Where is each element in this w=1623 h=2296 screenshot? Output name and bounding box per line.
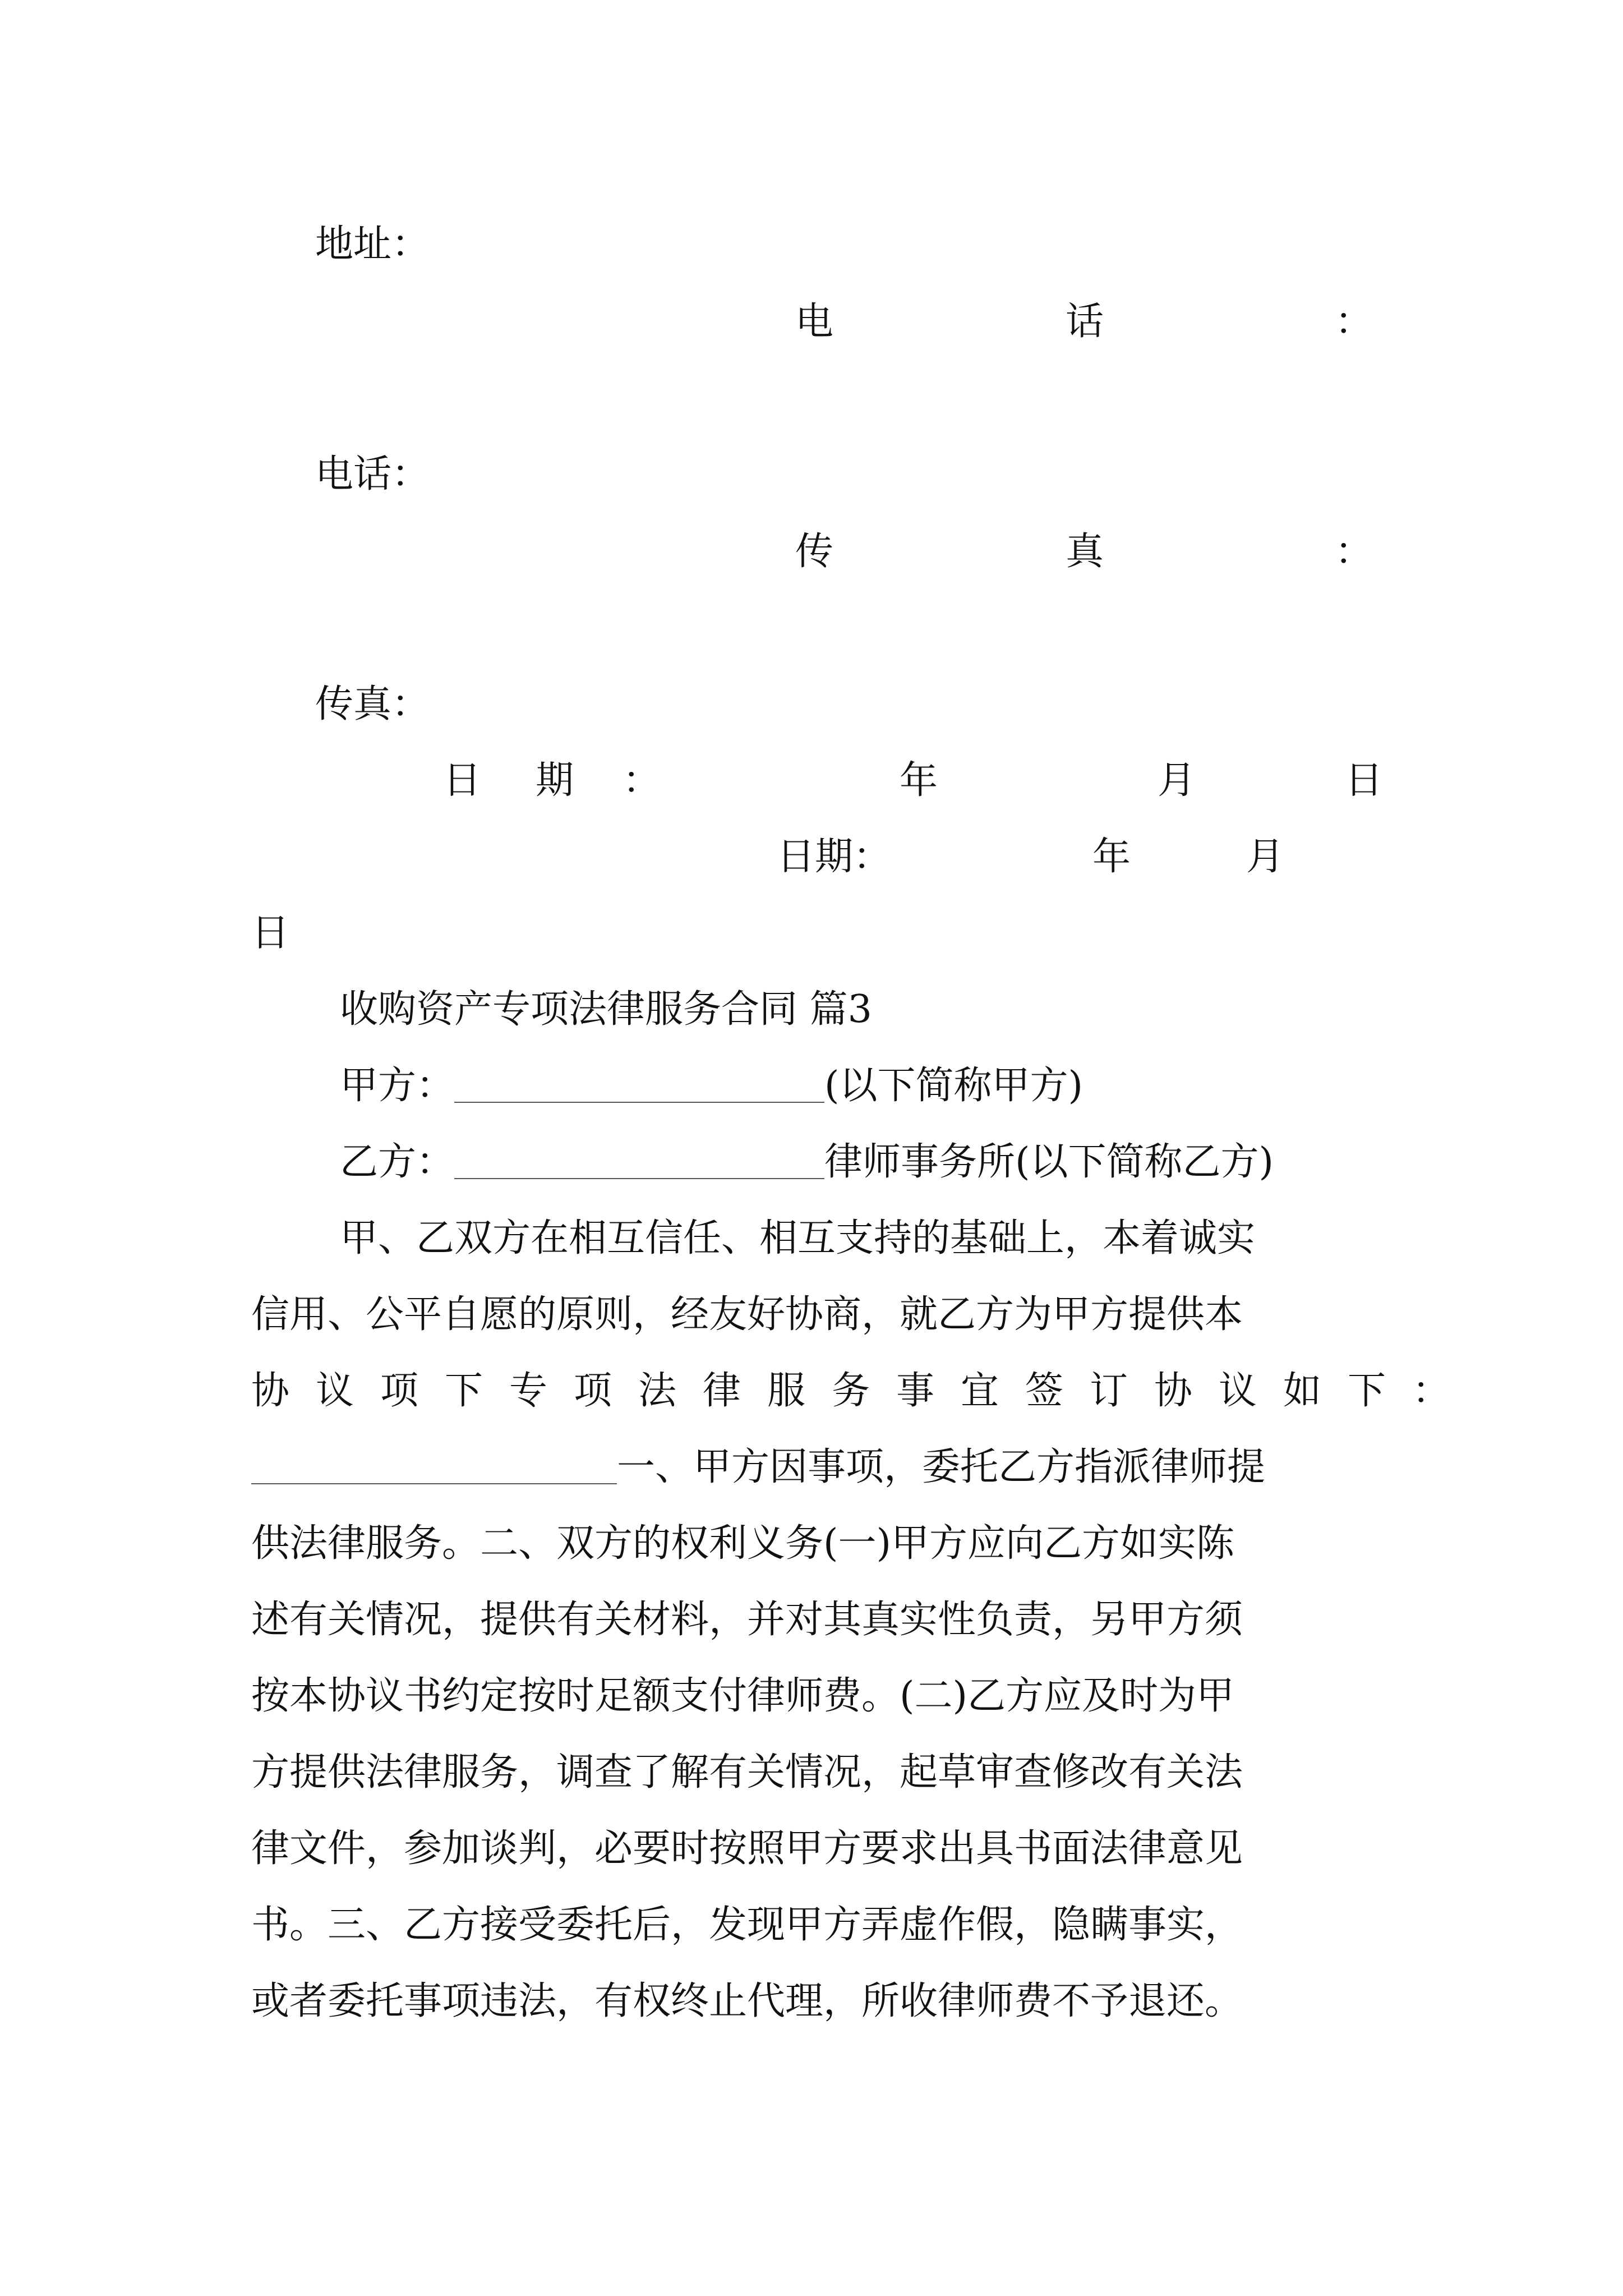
body-line-8: 方提供法律服务，调查了解有关情况，起草审查修改有关法 — [251, 1750, 1243, 1795]
party-b-suffix: 律师事务所(以下简称乙方) — [824, 1140, 1274, 1184]
contract-title: 收购资产专项法律服务合同 篇3 — [340, 987, 872, 1032]
date-right-year: 年 — [1092, 835, 1131, 879]
body-line-10: 书。三、乙方接受委托后，发现甲方弄虚作假，隐瞒事实， — [251, 1903, 1243, 1947]
party-a-label: 甲方： — [340, 1064, 455, 1108]
date-right-day: 日 — [251, 911, 290, 955]
body-line-1: 甲、乙双方在相互信任、相互支持的基础上，本着诚实 — [340, 1216, 1256, 1260]
body-line-4-text: 一、甲方因事项，委托乙方指派律师提 — [617, 1445, 1266, 1489]
date-left-month: 月 — [1158, 758, 1196, 803]
date-left-ri: 日 — [443, 758, 482, 803]
party-a-blank — [454, 1101, 824, 1103]
body-line-5: 供法律服务。二、双方的权利义务(一)甲方应向乙方如实陈 — [251, 1521, 1235, 1566]
date-right-label: 日期： — [777, 835, 892, 879]
body-line-6: 述有关情况，提供有关材料，并对其真实性负责，另甲方须 — [251, 1598, 1243, 1642]
right-phone-char-1: 电 — [795, 300, 834, 344]
right-phone-char-2: 话 — [1066, 300, 1104, 344]
date-left-qi: 期 — [536, 758, 574, 803]
right-phone-colon: ： — [1335, 300, 1373, 344]
date-left-year: 年 — [900, 758, 938, 803]
address-label: 地址： — [315, 222, 430, 266]
right-fax-char-1: 传 — [795, 530, 834, 574]
party-b-line — [340, 1140, 1274, 1184]
date-left-colon: ： — [623, 758, 661, 803]
body-line-4 — [251, 1445, 1266, 1489]
body-line-11: 或者委托事项违法，有权终止代理，所收律师费不予退还。 — [251, 1979, 1243, 2023]
body-line-9: 律文件，参加谈判，必要时按照甲方要求出具书面法律意见 — [251, 1826, 1243, 1871]
party-a-line — [340, 1064, 1083, 1108]
party-b-label: 乙方： — [340, 1140, 455, 1184]
body-line-7: 按本协议书约定按时足额支付律师费。(二)乙方应及时为甲 — [251, 1674, 1235, 1718]
date-right-month: 月 — [1246, 835, 1285, 879]
matter-blank — [251, 1483, 617, 1484]
date-left-day: 日 — [1345, 758, 1384, 803]
right-fax-char-2: 真 — [1066, 530, 1104, 574]
fax-label: 传真： — [315, 682, 430, 726]
right-fax-colon: ： — [1335, 530, 1373, 574]
party-a-suffix: (以下简称甲方) — [824, 1064, 1083, 1108]
body-line-3: 协议项下专项法律服务事宜签订协议如下： — [251, 1369, 1477, 1413]
party-b-blank — [454, 1177, 824, 1179]
phone-label: 电话： — [315, 452, 430, 496]
body-line-2: 信用、公平自愿的原则，经友好协商，就乙方为甲方提供本 — [251, 1292, 1243, 1337]
